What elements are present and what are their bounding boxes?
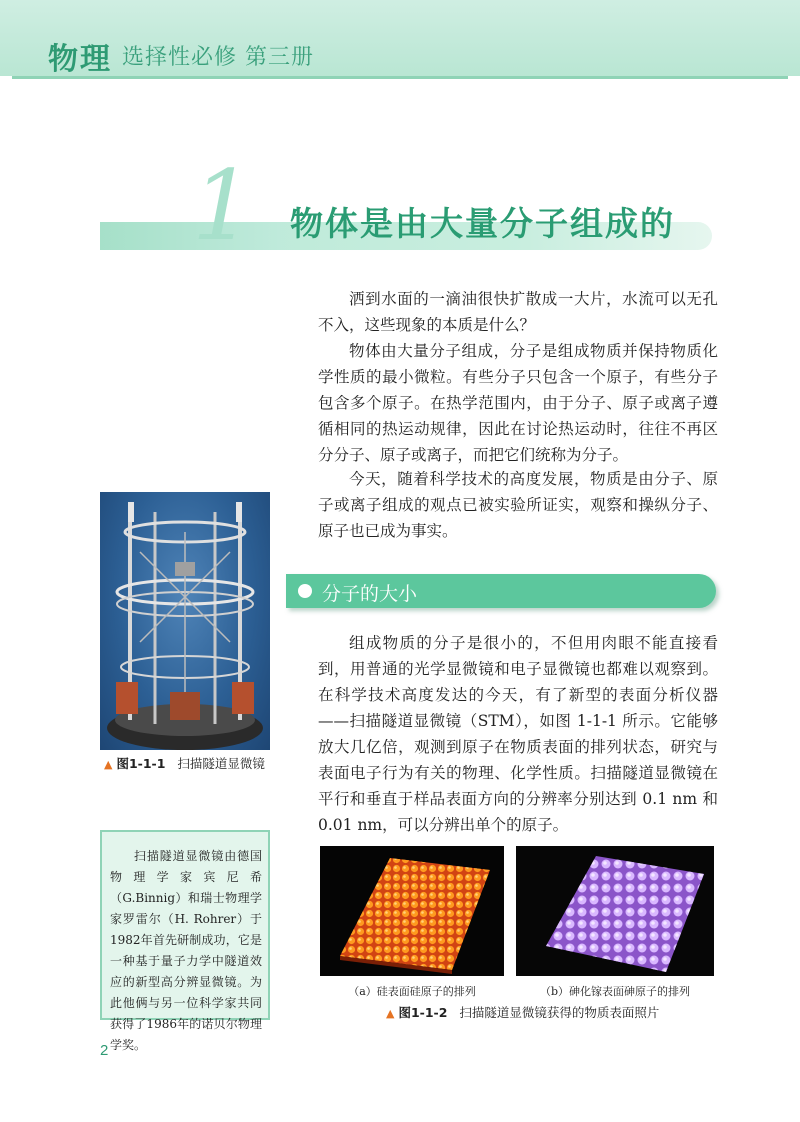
subsection-title: 分子的大小 [322, 583, 418, 605]
intro-paragraph-2: 物体由大量分子组成，分子是组成物质并保持物质化学性质的最小微粒。有些分子只包含一个原子，有些分子包含多个原子。在热学范围内，由于分子、原子或离子遵循相同的热运动规律，因此在讨论热运动时，往往不再区分分子、原子或离子，而把它们统称为分子。 [318, 342, 718, 464]
arsenic-atoms-illustration [516, 846, 714, 976]
figure-1-caption-text: 扫描隧道显微镜 [177, 756, 265, 771]
gallium-arsenide-surface-image [516, 846, 714, 976]
caption-marker-icon: ▲ [386, 1007, 395, 1020]
figure-2a-caption: （a）硅表面硅原子的排列 [348, 985, 476, 998]
intro-paragraph-3: 今天，随着科学技术的高度发展，物质是由分子、原子或离子组成的观点已被实验所证实，观察和操纵分子、原子也已成为事实。 [318, 470, 718, 540]
subsection-paragraph: 组成物质的分子是很小的，不但用肉眼不能直接看到，用普通的光学显微镜和电子显微镜也都难以观察到。在科学技术高度发达的今天，有了新型的表面分析仪器——扫描隧道显微镜（STM），如图 1-1-1 所示。它能够放大几亿倍，观测到原子在物质表面的排列状态，研究与表面电子行为有关的物理、化学性质。扫描隧道显微镜在平行和垂直于样品表面方向的分辨率分别达到 0.1 nm 和 0.01 nm，可以分辨出单个的原子。 [318, 634, 718, 834]
subsection-bullet-icon [298, 584, 312, 598]
section-title: 物体是由大量分子组成的 [290, 204, 675, 243]
caption-marker-icon: ▲ [104, 758, 113, 771]
page-header [0, 0, 800, 76]
silicon-atoms-illustration [320, 846, 504, 976]
intro-paragraph-1: 洒到水面的一滴油很快扩散成一大片，水流可以无孔不入，这些现象的本质是什么？ [318, 290, 718, 334]
silicon-surface-image [320, 846, 504, 976]
side-note-text: 扫描隧道显微镜由德国物理学家宾尼希（G.Binnig）和瑞士物理学家罗雷尔（H. Rohrer）于1982年首先研制成功，它是一种基于量子力学中隧道效应的新型高分辨显微镜。为此他俩与另一位科学家共同获得了1986年的诺贝尔物理学奖。 [110, 849, 262, 1052]
header-subject: 物理 [48, 42, 112, 77]
figure-2-caption-text: 扫描隧道显微镜获得的物质表面照片 [459, 1005, 660, 1020]
header-book-title: 选择性必修 第三册 [122, 45, 314, 70]
figure-1-caption [104, 754, 265, 772]
stm-illustration [100, 492, 270, 750]
section-number: 1 [192, 150, 254, 262]
header-rule [12, 76, 788, 79]
figure-2-number: 图1-1-2 [398, 1005, 448, 1020]
figure-2-caption [386, 1003, 659, 1021]
stm-photo [100, 492, 270, 750]
page-number: 2 [100, 1042, 109, 1059]
figure-2b-caption: （b）砷化镓表面砷原子的排列 [539, 985, 691, 998]
figure-1-number: 图1-1-1 [116, 756, 166, 771]
